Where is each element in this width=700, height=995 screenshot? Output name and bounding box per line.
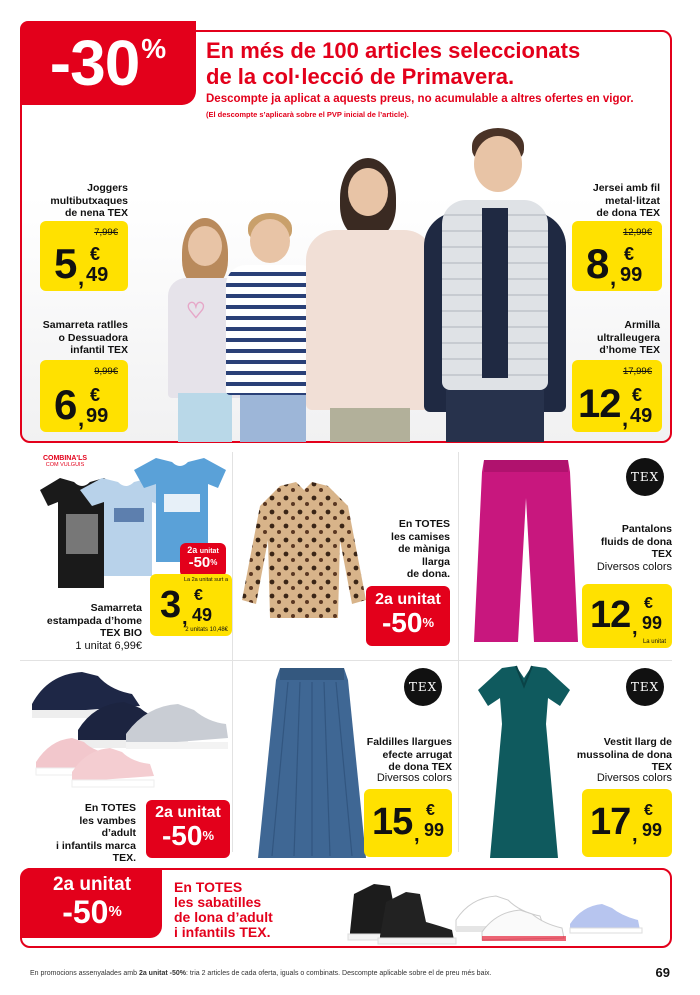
discount-symbol: %	[141, 33, 167, 64]
old-price: 9,99€	[94, 366, 118, 377]
old-price: 12,99€	[622, 227, 652, 238]
leopard-shirt-image	[240, 480, 370, 620]
price-comma: ,	[622, 406, 629, 431]
models-photo: ♡	[130, 128, 570, 442]
discount-value: -30	[49, 27, 140, 99]
hero-subtitle: Descompte ja aplicat a aquests preus, no acumulable a altres ofertes en vigor.	[206, 93, 634, 105]
sweater-price-tag	[572, 221, 662, 291]
price-integer: 8	[586, 240, 609, 287]
grid-divider	[20, 660, 672, 661]
trousers-label: Pantalons fluids de dona TEX	[600, 523, 672, 560]
skirts-variant: Diversos colors	[376, 772, 452, 784]
footer-note: En promocions assenyalades amb 2a unitat -50%: tria 2 articles de cada oferta, iguals o combinats. Descompte aplicable sobre el de preu més baix.	[30, 970, 492, 977]
striped-tee-price-tag	[40, 360, 128, 432]
price-comma: ,	[78, 406, 85, 431]
canvas-shoes-image	[340, 876, 650, 946]
canvas-shoes-label: En TOTES les sabatilles de lona d’adult i infantils TEX.	[174, 879, 273, 940]
old-price: 7,99€	[94, 227, 118, 238]
euro-sign: €	[90, 385, 101, 405]
tshirt-second-unit-badge: 2a unitat -50%	[180, 543, 226, 577]
combinals-stamp: COMBINA'LS COM VULGUIS	[42, 455, 88, 468]
joggers-label: Joggers multibutxaques de nena TEX	[50, 182, 128, 219]
grid-divider	[232, 452, 233, 852]
tshirt-label: Samarreta estampada d’home TEX BIO	[46, 602, 142, 639]
price-decimals: 49	[86, 264, 109, 286]
price-integer: 17	[590, 801, 631, 843]
joggers-price-tag	[40, 221, 128, 291]
price-comma: ,	[610, 265, 617, 290]
price-decimals: 49	[192, 605, 213, 625]
two-units-price: 2 unitats 10,48€	[185, 627, 228, 633]
page-number: 69	[655, 965, 670, 980]
unit-note: La unitat	[642, 639, 666, 645]
vest-label: Armilla ultralleugera d’home TEX	[596, 319, 660, 356]
price-comma: ,	[632, 824, 638, 846]
price-integer: 15	[372, 801, 413, 843]
price-comma: ,	[414, 824, 420, 846]
canvas-second-unit-badge: 2a unitat -50%	[22, 868, 162, 938]
one-unit-price: 1 unitat 6,99€	[75, 640, 142, 652]
price-comma: ,	[632, 617, 638, 639]
trousers-image	[474, 458, 578, 644]
trousers-variant: Diversos colors	[596, 561, 672, 573]
tex-logo: TEX	[404, 668, 442, 706]
shirts-label: En TOTES les camises de màniga llarga de dona.	[391, 518, 450, 580]
euro-sign: €	[194, 587, 203, 604]
price-comma: ,	[182, 607, 188, 629]
price-decimals: 99	[86, 405, 109, 427]
price-integer: 6	[54, 381, 77, 428]
dress-variant: Diversos colors	[596, 772, 672, 784]
euro-sign: €	[632, 385, 643, 405]
discount-badge	[20, 21, 196, 105]
tex-logo: TEX	[626, 458, 664, 496]
second-unit-note: La 2a unitat surt a	[183, 577, 228, 583]
hero-title: En més de 100 articles seleccionats de la col·lecció de Primavera.	[206, 38, 581, 89]
euro-sign: €	[644, 802, 653, 819]
price-integer: 5	[54, 240, 77, 287]
hero-note: (El descompte s’aplicarà sobre el PVP inicial de l’article).	[206, 110, 409, 119]
price-integer: 3	[160, 584, 181, 626]
sneakers-second-unit-badge: 2a unitat -50%	[146, 800, 230, 858]
sneakers-image	[28, 664, 228, 794]
shirts-second-unit-badge: 2a unitat -50%	[366, 586, 450, 646]
price-decimals: 99	[642, 820, 663, 840]
old-price: 17,99€	[622, 366, 652, 377]
price-integer: 12	[578, 382, 621, 426]
striped-tee-label: Samarreta ratlles o Dessuadora infantil TEX	[42, 319, 128, 356]
price-comma: ,	[78, 265, 85, 290]
dress-price-tag	[582, 789, 672, 857]
euro-sign: €	[90, 244, 101, 264]
vest-price-tag	[572, 360, 662, 432]
skirt-image	[258, 666, 366, 860]
price-decimals: 99	[642, 613, 663, 633]
tex-logo: TEX	[626, 668, 664, 706]
skirts-label: Faldilles llargues efecte arrugat de dona TEX	[366, 736, 452, 773]
grid-divider	[458, 452, 459, 852]
skirts-price-tag	[364, 789, 452, 857]
dress-image	[476, 664, 572, 860]
dress-label: Vestit llarg de mussolina de dona TEX	[576, 736, 672, 773]
trousers-price-tag	[582, 584, 672, 648]
euro-sign: €	[426, 802, 435, 819]
euro-sign: €	[624, 244, 635, 264]
price-integer: 12	[590, 594, 631, 636]
price-decimals: 49	[630, 405, 653, 427]
sneakers-label: En TOTES les vambes d’adult i infantils marca TEX.	[56, 802, 136, 864]
euro-sign: €	[644, 595, 653, 612]
price-decimals: 99	[424, 820, 445, 840]
tshirt-price-tag	[150, 574, 232, 636]
price-decimals: 99	[620, 264, 643, 286]
sweater-label: Jersei amb fil metal·litzat de dona TEX	[592, 182, 660, 219]
